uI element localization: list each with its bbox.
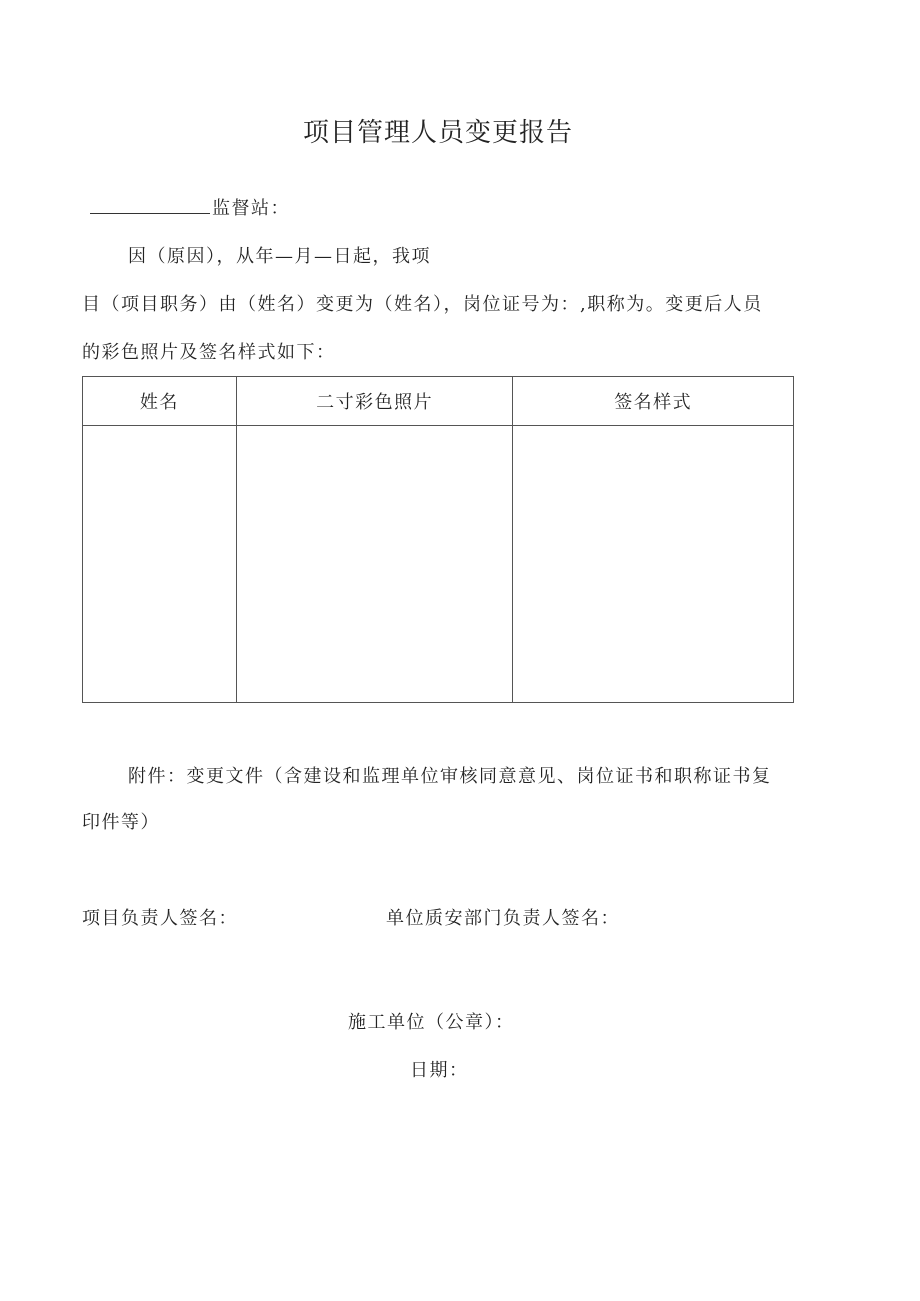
header-photo: 二寸彩色照片: [236, 377, 513, 426]
addressee-blank[interactable]: [90, 199, 210, 214]
company-seal-label: 施工单位（公章）：: [348, 1012, 515, 1033]
paragraph-line-1: 因（原因），从年—月—日起，我项: [128, 246, 431, 267]
table-header-row: [83, 377, 794, 426]
attachment-line-1: 附件：变更文件（含建设和监理单位审核同意意见、岗位证书和职称证书复: [128, 766, 772, 787]
cell-photo[interactable]: [236, 426, 513, 703]
addressee-line: [90, 194, 290, 220]
cell-name[interactable]: [83, 426, 237, 703]
header-name: 姓名: [83, 377, 237, 426]
paragraph-line-2: 目（项目职务）由（姓名）变更为（姓名），岗位证号为：,职称为。变更后人员: [82, 294, 763, 315]
qa-lead-signature-label: 单位质安部门负责人签名：: [386, 908, 620, 929]
addressee-suffix: 监督站：: [212, 198, 290, 219]
cell-signature[interactable]: [513, 426, 794, 703]
document-title: 项目管理人员变更报告: [302, 118, 573, 148]
project-lead-signature-label: 项目负责人签名：: [82, 908, 238, 929]
personnel-table: [82, 376, 794, 703]
date-label: 日期：: [410, 1060, 469, 1081]
table-row: [83, 426, 794, 703]
paragraph-line-3: 的彩色照片及签名样式如下：: [82, 342, 336, 363]
header-signature: 签名样式: [513, 377, 794, 426]
attachment-line-2: 印件等）: [82, 812, 160, 833]
